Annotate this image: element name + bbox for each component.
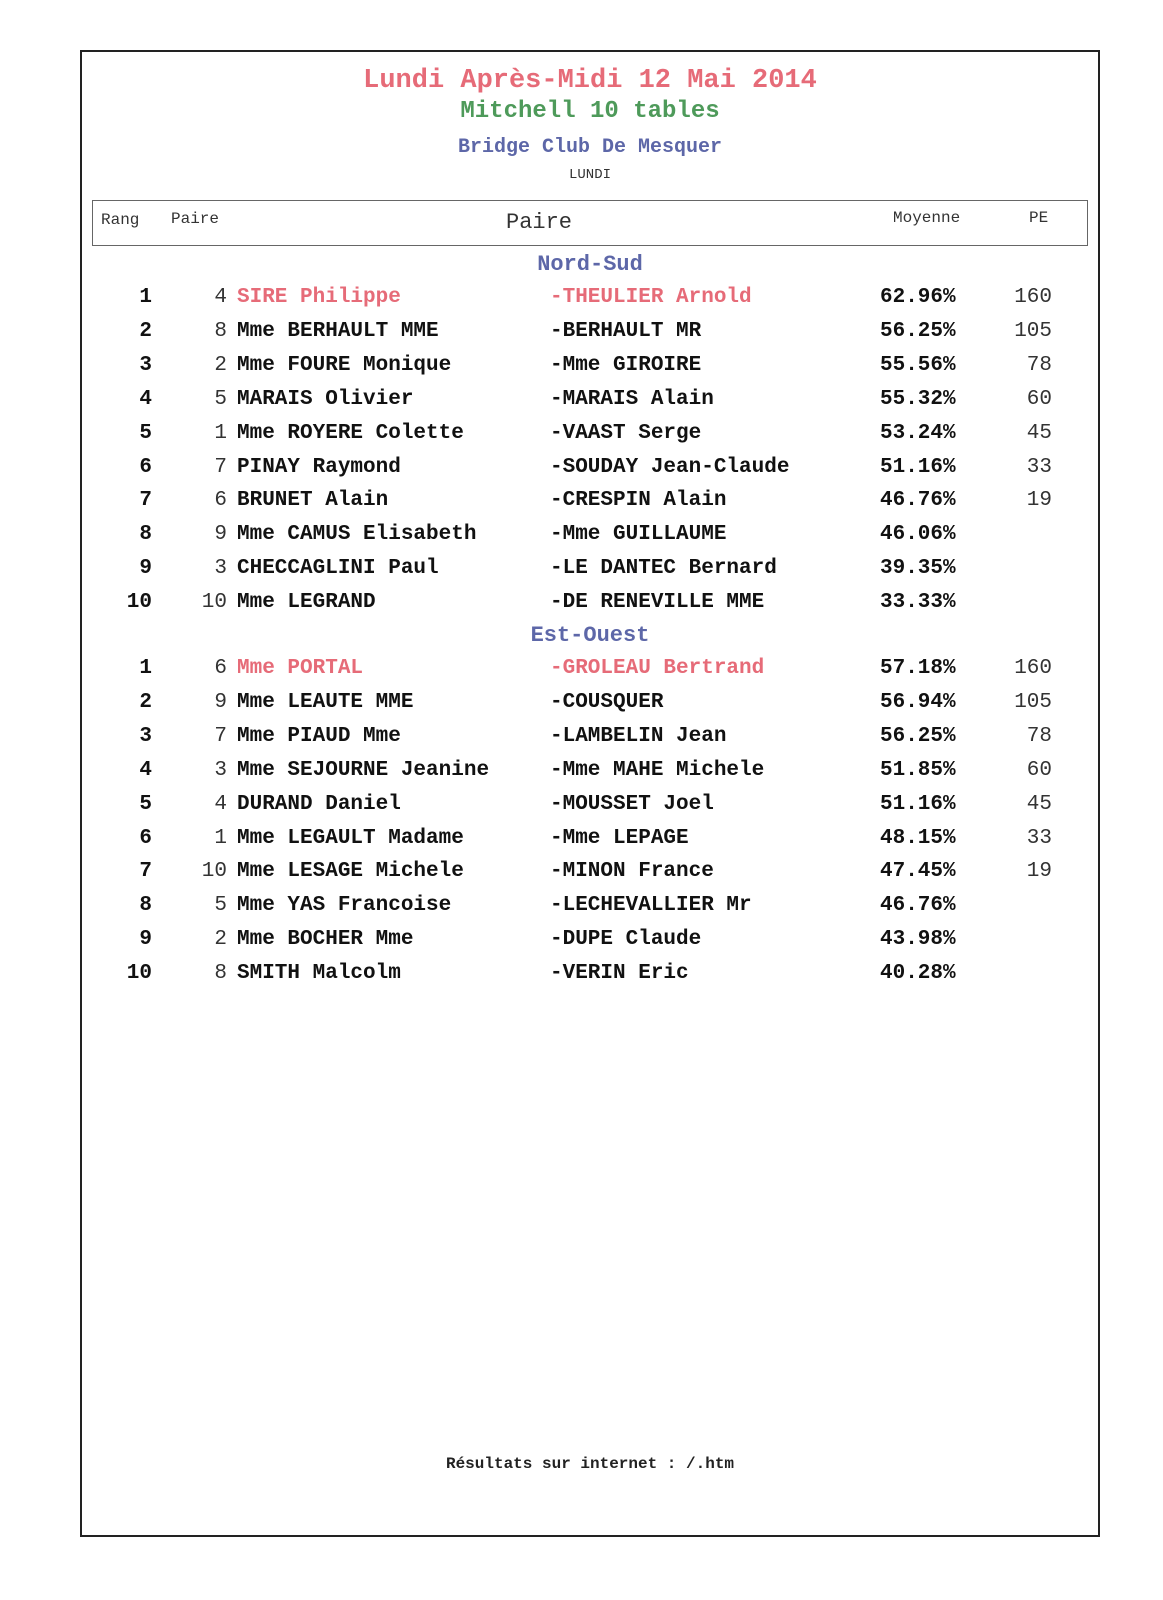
pair-number: 4 [214,792,227,816]
result-row [82,894,1098,928]
rank: 9 [139,557,152,581]
player-one: BRUNET Alain [237,489,389,513]
result-row [82,657,1098,691]
player-one: Mme PIAUD Mme [237,724,401,748]
player-one: Mme LEAUTE MME [237,690,414,714]
rank: 4 [139,387,152,411]
player-two: -MARAIS Alain [550,387,714,411]
average-score: 57.18% [880,657,956,680]
average-score: 56.25% [880,724,956,748]
pair-number: 5 [214,387,227,411]
pair-number: 2 [214,928,227,952]
pe-points: 105 [1014,690,1052,714]
rank: 7 [139,489,152,513]
player-two: -Mme GUILLAUME [550,523,727,547]
pair-number: 5 [214,894,227,918]
player-two: -DUPE Claude [550,928,702,952]
result-row [82,557,1098,591]
pair-number: 8 [214,962,227,986]
pair-number: 7 [214,724,227,748]
player-two: -CRESPIN Alain [550,489,727,513]
rank: 2 [139,319,152,343]
rank: 5 [139,792,152,816]
pair-number: 9 [214,523,227,547]
pair-number: 6 [214,489,227,513]
player-two: -LAMBELIN Jean [550,724,727,748]
player-one: Mme BOCHER Mme [237,928,414,952]
player-one: Mme FOURE Monique [237,353,452,377]
rank: 5 [139,421,152,445]
player-one: Mme LESAGE Michele [237,860,464,884]
player-one: MARAIS Olivier [237,387,414,411]
player-one: Mme BERHAULT MME [237,319,439,343]
pair-number: 7 [214,455,227,479]
pe-points: 19 [1026,489,1052,513]
average-score: 51.16% [880,792,956,816]
pe-points: 78 [1026,724,1052,748]
section-title-nord-sud: Nord-Sud [537,252,643,277]
rank: 1 [139,286,152,309]
average-score: 56.94% [880,690,956,714]
player-two: -LE DANTEC Bernard [550,557,777,581]
average-score: 33.33% [880,591,956,615]
average-score: 56.25% [880,319,956,343]
result-row [82,388,1098,422]
pair-number: 4 [214,286,227,309]
pe-points: 33 [1026,826,1052,850]
rank: 2 [139,690,152,714]
result-row [82,422,1098,456]
result-row [82,691,1098,725]
average-score: 39.35% [880,557,956,581]
result-row [82,489,1098,523]
average-score: 47.45% [880,860,956,884]
player-two: -BERHAULT MR [550,319,702,343]
player-one: Mme PORTAL [237,657,364,680]
player-two: -LECHEVALLIER Mr [550,894,752,918]
average-score: 55.56% [880,353,956,377]
session-day: LUNDI [568,167,611,183]
result-row [82,591,1098,625]
result-row [82,793,1098,827]
pair-number: 3 [214,557,227,581]
pe-points: 105 [1014,319,1052,343]
pair-number: 10 [201,860,227,884]
rank: 6 [139,826,152,850]
average-score: 55.32% [880,387,956,411]
player-two: -DE RENEVILLE MME [550,591,765,615]
pe-points: 19 [1026,860,1052,884]
column-header-moyenne: Moyenne [893,209,961,227]
player-one: Mme YAS Francoise [237,894,452,918]
pe-points: 45 [1026,421,1052,445]
player-one: Mme SEJOURNE Jeanine [237,758,490,782]
pe-points: 33 [1026,455,1052,479]
average-score: 46.06% [880,523,956,547]
player-two: -THEULIER Arnold [550,286,752,309]
column-header-pair-number: Paire [171,210,220,228]
result-row [82,354,1098,388]
player-two: -Mme LEPAGE [550,826,689,850]
rank: 8 [139,894,152,918]
results-sheet [80,50,1100,1537]
pair-number: 1 [214,421,227,445]
player-one: PINAY Raymond [237,455,401,479]
result-row [82,928,1098,962]
pair-number: 3 [214,758,227,782]
rank: 10 [126,962,152,986]
section-title-est-ouest: Est-Ouest [530,623,650,648]
rank: 7 [139,860,152,884]
player-two: -MINON France [550,860,714,884]
result-row [82,962,1098,996]
player-two: -VERIN Eric [550,962,689,986]
pe-points: 78 [1026,353,1052,377]
footer-results-link: Résultats sur internet : /.htm [445,1455,735,1473]
player-one: SIRE Philippe [237,286,401,309]
player-one: Mme ROYERE Colette [237,421,464,445]
average-score: 43.98% [880,928,956,952]
player-two: -GROLEAU Bertrand [550,657,765,680]
pair-number: 1 [214,826,227,850]
pe-points: 160 [1014,657,1052,680]
player-two: -Mme MAHE Michele [550,758,765,782]
average-score: 40.28% [880,962,956,986]
pair-number: 6 [214,657,227,680]
rank: 3 [139,353,152,377]
pe-points: 160 [1014,286,1052,309]
pe-points: 45 [1026,792,1052,816]
average-score: 51.85% [880,758,956,782]
column-header-rang: Rang [101,211,140,229]
player-two: -MOUSSET Joel [550,792,714,816]
pair-number: 8 [214,319,227,343]
rank: 4 [139,758,152,782]
player-two: -SOUDAY Jean-Claude [550,455,790,479]
result-row [82,860,1098,894]
rank: 10 [126,591,152,615]
player-one: Mme LEGAULT Madame [237,826,464,850]
rank: 8 [139,523,152,547]
result-row [82,725,1098,759]
player-one: DURAND Daniel [237,792,401,816]
player-one: CHECCAGLINI Paul [237,557,439,581]
average-score: 48.15% [880,826,956,850]
player-one: Mme CAMUS Elisabeth [237,523,477,547]
pe-points: 60 [1026,758,1052,782]
player-two: -Mme GIROIRE [550,353,702,377]
player-one: Mme LEGRAND [237,591,376,615]
column-header-row [92,200,1088,246]
player-two: -COUSQUER [550,690,664,714]
rank: 9 [139,928,152,952]
player-one: SMITH Malcolm [237,962,401,986]
movement-subtitle: Mitchell 10 tables [460,98,720,125]
rank: 6 [139,455,152,479]
rank: 1 [139,657,152,680]
result-row [82,759,1098,793]
result-row [82,523,1098,557]
average-score: 62.96% [880,286,956,309]
average-score: 51.16% [880,455,956,479]
rank: 3 [139,724,152,748]
page-title: Lundi Après-Midi 12 Mai 2014 [363,66,817,96]
average-score: 46.76% [880,489,956,513]
result-row [82,320,1098,354]
average-score: 46.76% [880,894,956,918]
pair-number: 9 [214,690,227,714]
column-header-pair-names: Paire [506,210,573,235]
player-two: -VAAST Serge [550,421,702,445]
pe-points: 60 [1026,387,1052,411]
column-header-pe: PE [1029,209,1049,227]
result-row [82,827,1098,861]
pair-number: 2 [214,353,227,377]
pair-number: 10 [201,591,227,615]
average-score: 53.24% [880,421,956,445]
result-row [82,286,1098,320]
result-row [82,456,1098,490]
club-name: Bridge Club De Mesquer [457,136,723,159]
